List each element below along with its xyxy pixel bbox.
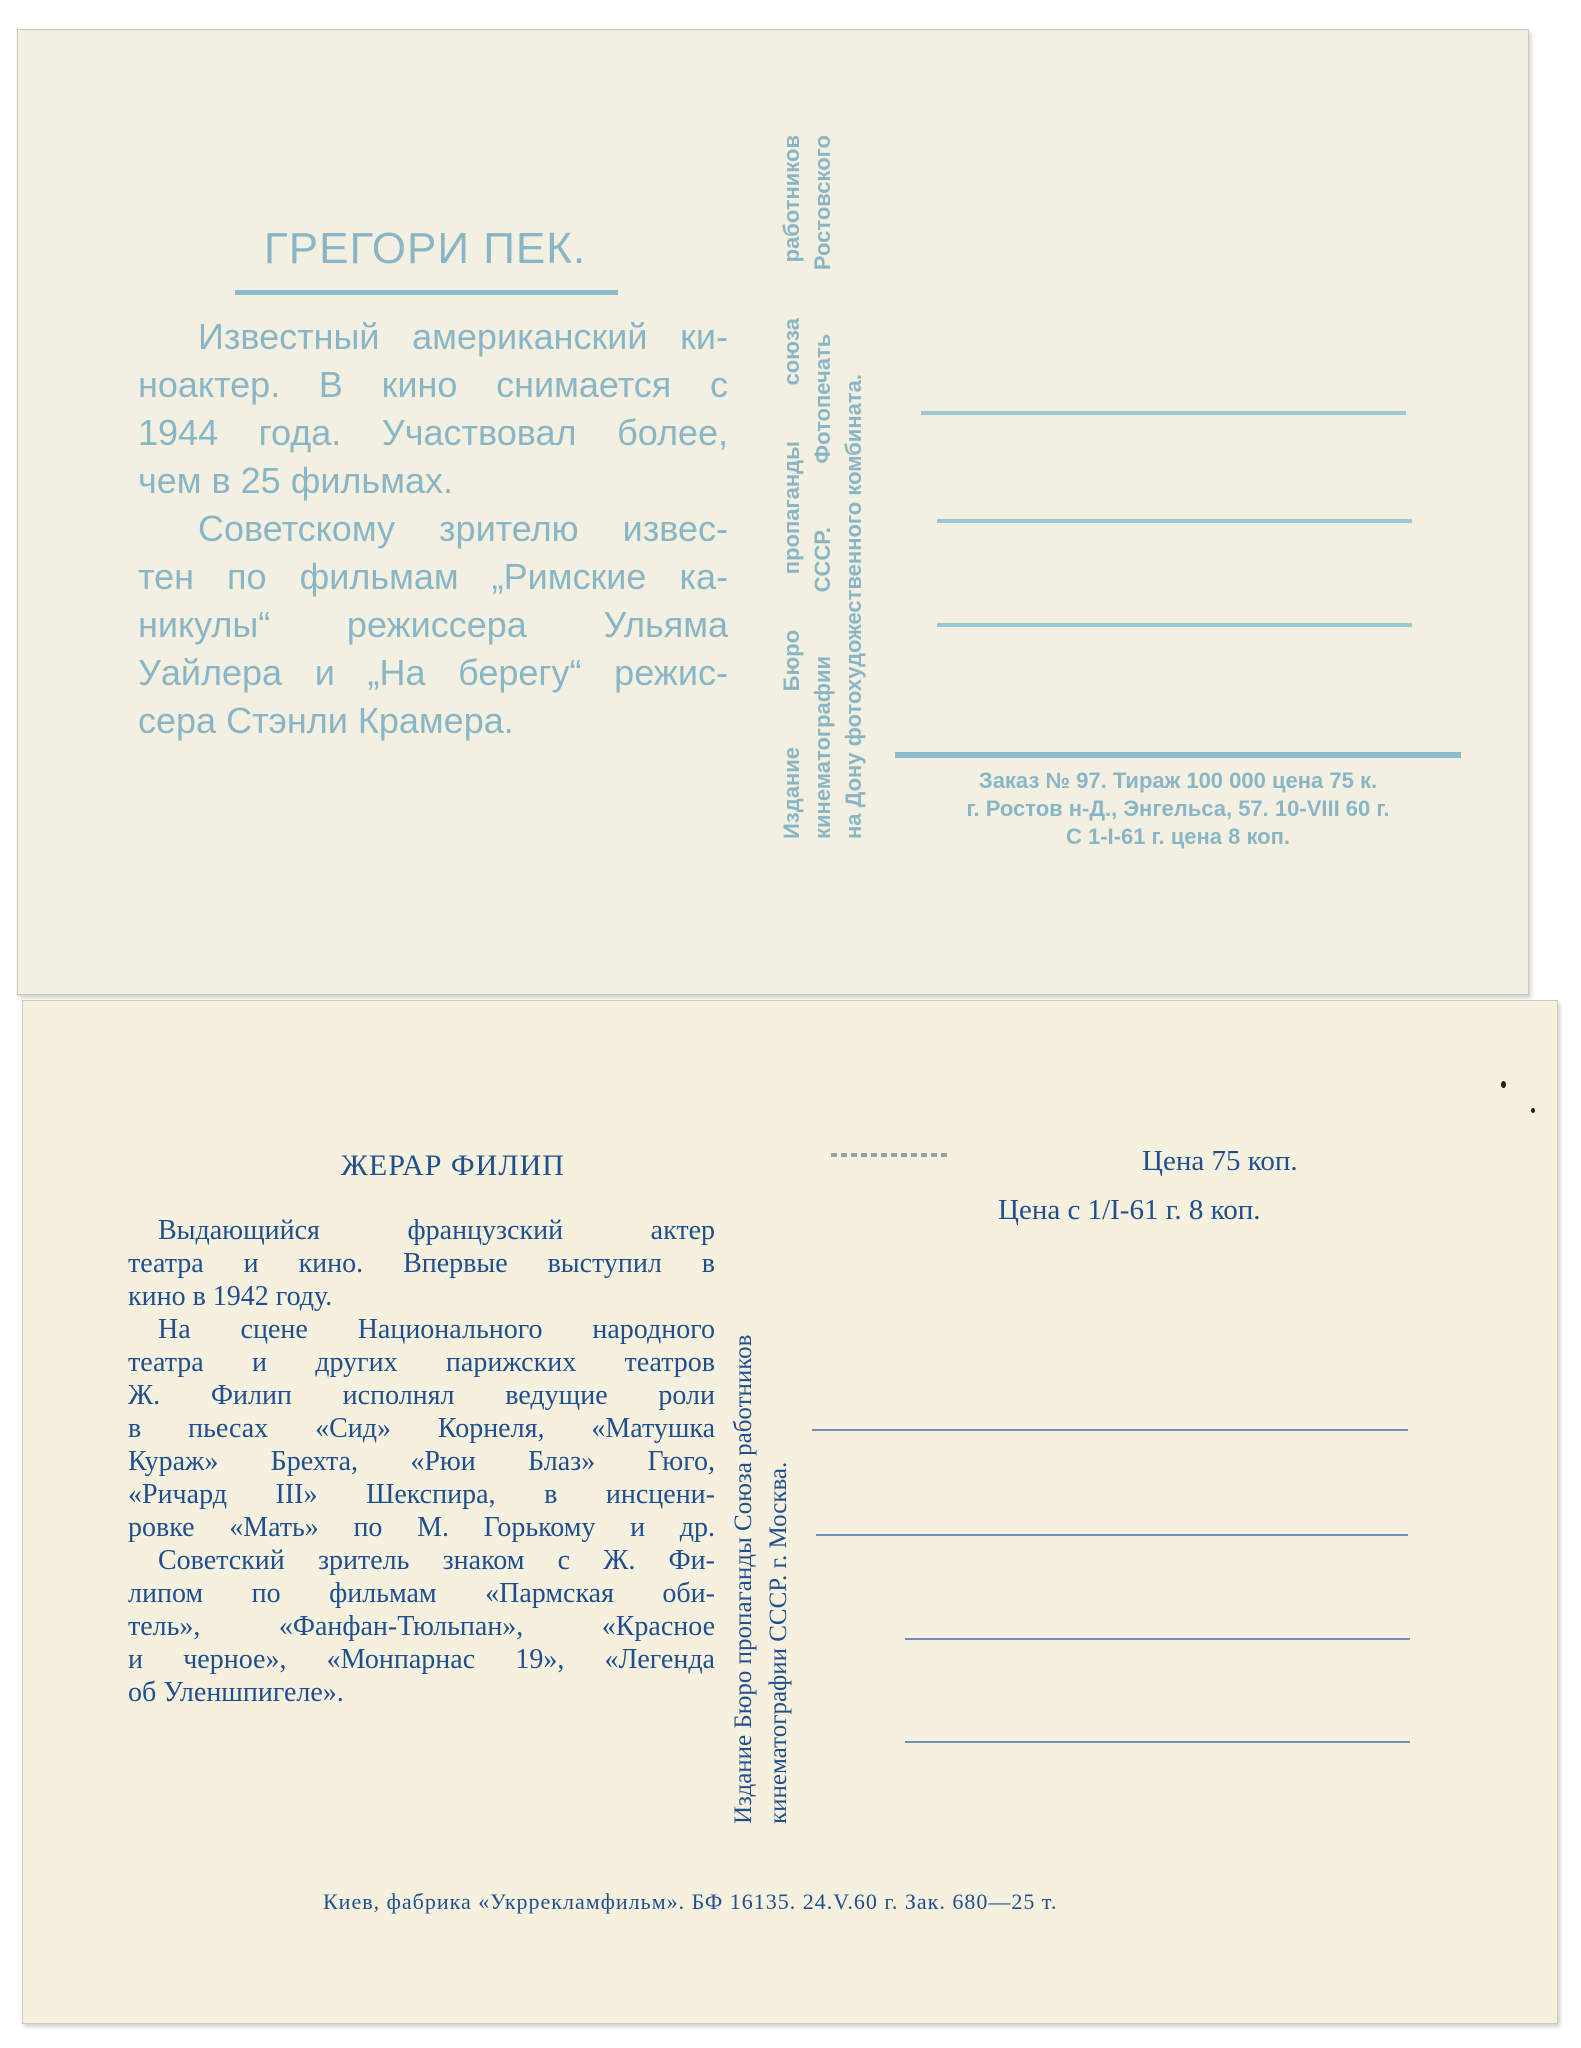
bio-line: и черное», «Монпарнас 19», «Легенда bbox=[128, 1644, 715, 1675]
bio-line: сера Стэнли Крамера. bbox=[138, 700, 514, 741]
publisher-imprint-vertical bbox=[728, 1184, 798, 1824]
bio-line: Кураж» Брехта, «Рюи Блаз» Гюго, bbox=[128, 1446, 715, 1477]
bio-line: театра и кино. Впервые выступил в bbox=[128, 1248, 715, 1279]
bio-line: Выдающийся французский актер bbox=[158, 1215, 715, 1246]
address-line bbox=[812, 1429, 1408, 1431]
bio-line: Ж. Филип исполнял ведущие роли bbox=[128, 1380, 715, 1411]
bio-line: кино в 1942 году. bbox=[128, 1281, 333, 1312]
address-line bbox=[937, 623, 1412, 627]
bio-line: «Ричард III» Шекспира, в инсцени- bbox=[128, 1479, 715, 1510]
publisher-line: кинематографии СССР. г. Москва. bbox=[765, 1461, 792, 1824]
bio-line: тель», «Фанфан-Тюльпан», «Красное bbox=[128, 1611, 715, 1642]
bio-line: Известный американский ки- bbox=[198, 316, 728, 357]
bio-line: об Уленшпигеле». bbox=[128, 1677, 344, 1708]
factory-imprint: Киев, фабрика «Укррекламфильм». БФ 16135. 24.V.60 г. Зак. 680—25 т. bbox=[323, 1889, 1058, 1914]
postcard-gregory-peck bbox=[17, 29, 1529, 995]
postcard-gerard-philipe bbox=[22, 1000, 1558, 2024]
publisher-line: Издание Бюро пропаганды Союза работников bbox=[730, 1334, 757, 1824]
bio-line: в пьесах «Сид» Корнеля, «Матушка bbox=[128, 1413, 715, 1444]
faded-print-mark bbox=[831, 1153, 951, 1157]
bio-line: Советский зритель знаком с Ж. Фи- bbox=[158, 1545, 715, 1576]
bio-line: ноактер. В кино снимается с bbox=[138, 364, 728, 405]
address-line bbox=[937, 519, 1412, 523]
bio-line: На сцене Национального народного bbox=[158, 1314, 715, 1345]
address-line bbox=[921, 411, 1406, 415]
bio-line: липом по фильмам «Пармская оби- bbox=[128, 1578, 715, 1609]
imprint-rule bbox=[895, 752, 1461, 758]
title-underline bbox=[235, 290, 618, 295]
bio-line: Уайлера и „На берегу“ режис- bbox=[138, 652, 728, 693]
address-line bbox=[905, 1638, 1410, 1640]
publisher-line: Издание Бюро пропаганды союза работников bbox=[779, 135, 804, 839]
bio-line: Советскому зрителю извес- bbox=[198, 508, 728, 549]
card-title: ЖЕРАР ФИЛИП bbox=[341, 1149, 565, 1182]
order-imprint-line: С 1-I-61 г. цена 8 коп. bbox=[1065, 824, 1291, 849]
publisher-imprint-vertical bbox=[778, 135, 866, 839]
publisher-line: кинематографии СССР. Фотопечать Ростовского bbox=[810, 135, 835, 839]
order-imprint-line: Заказ № 97. Тираж 100 000 цена 75 к. bbox=[978, 768, 1378, 793]
paper-speck bbox=[1531, 1108, 1535, 1113]
address-line bbox=[905, 1741, 1410, 1743]
address-line bbox=[816, 1534, 1408, 1536]
publisher-line: на Дону фотохудожественного комбината. bbox=[841, 374, 866, 839]
bio-line: никулы“ режиссера Ульяма bbox=[138, 604, 728, 645]
bio-line: театра и других парижских театров bbox=[128, 1347, 715, 1378]
card-title: ГРЕГОРИ ПЕК. bbox=[263, 224, 587, 273]
bio-line: ровке «Мать» по М. Горькому и др. bbox=[128, 1512, 715, 1543]
bio-line: тен по фильмам „Римские ка- bbox=[138, 556, 728, 597]
order-imprint-line: г. Ростов н-Д., Энгельса, 57. 10-VIII 60 г. bbox=[966, 796, 1390, 821]
bio-line: чем в 25 фильмах. bbox=[138, 460, 453, 501]
bio-line: 1944 года. Участвовал более, bbox=[138, 412, 728, 453]
paper-speck bbox=[1501, 1081, 1506, 1088]
price-label: Цена 75 коп. bbox=[1142, 1145, 1298, 1177]
new-price-label: Цена с 1/I-61 г. 8 коп. bbox=[998, 1194, 1261, 1226]
